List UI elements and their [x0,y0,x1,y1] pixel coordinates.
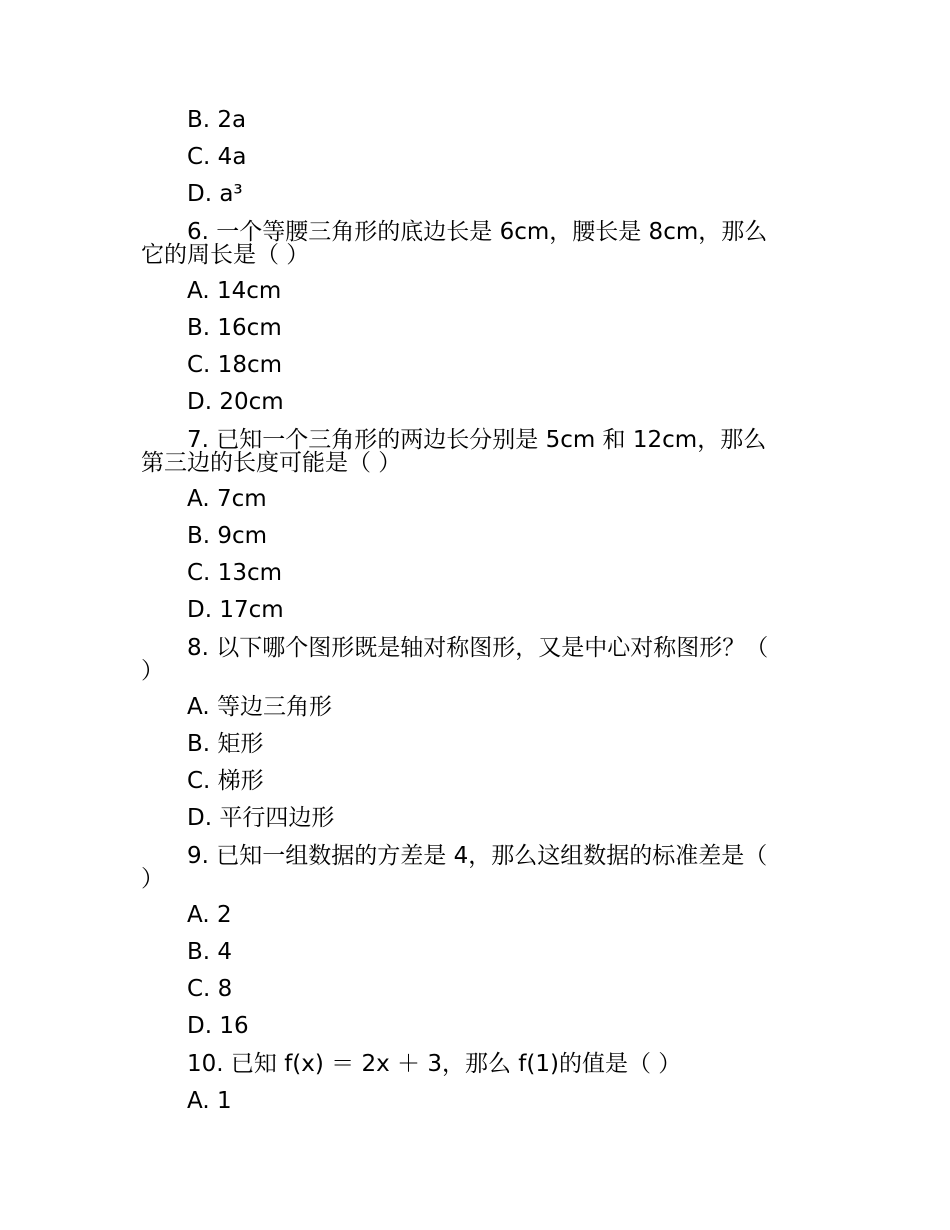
question-8-option-d: D. 平行四边形 [187,805,335,831]
question-9-option-c: C. 8 [187,976,233,1002]
question-9-option-a: A. 2 [187,902,232,928]
question-6-option-b: B. 16cm [187,315,282,341]
question-6-continuation: 它的周长是（ ） [141,242,310,268]
question-7-text: 7. 已知一个三角形的两边长分别是 5cm 和 12cm，那么 [187,427,767,453]
question-7-option-c: C. 13cm [187,560,282,586]
option-text: B. 2a [187,107,247,133]
question-9-option-b: B. 4 [187,939,233,965]
question-6-option-a: A. 14cm [187,278,282,304]
question-10-option-a: A. 1 [187,1088,232,1114]
question-8-option-c: C. 梯形 [187,768,264,794]
question-10-text: 10. 已知 f(x) ＝ 2x ＋ 3，那么 f(1)的值是（ ） [187,1051,682,1077]
question-7-option-b: B. 9cm [187,523,268,549]
question-9-text: 9. 已知一组数据的方差是 4，那么这组数据的标准差是（ [187,843,768,869]
question-9-option-d: D. 16 [187,1013,249,1039]
question-8-option-b: B. 矩形 [187,731,264,757]
option-text: C. 4a [187,144,247,170]
question-7-continuation: 第三边的长度可能是（ ） [141,450,402,476]
question-8-continuation: ） [141,658,164,684]
question-6-text: 6. 一个等腰三角形的底边长是 6cm，腰长是 8cm，那么 [187,219,768,245]
question-7-option-a: A. 7cm [187,486,267,512]
question-7-option-d: D. 17cm [187,597,284,623]
question-6-option-c: C. 18cm [187,352,282,378]
question-8-text: 8. 以下哪个图形既是轴对称图形，又是中心对称图形？（ [187,635,769,661]
question-9-continuation: ） [141,866,164,892]
question-8-option-a: A. 等边三角形 [187,694,332,720]
question-6-option-d: D. 20cm [187,389,284,415]
option-text: D. a³ [187,181,243,207]
